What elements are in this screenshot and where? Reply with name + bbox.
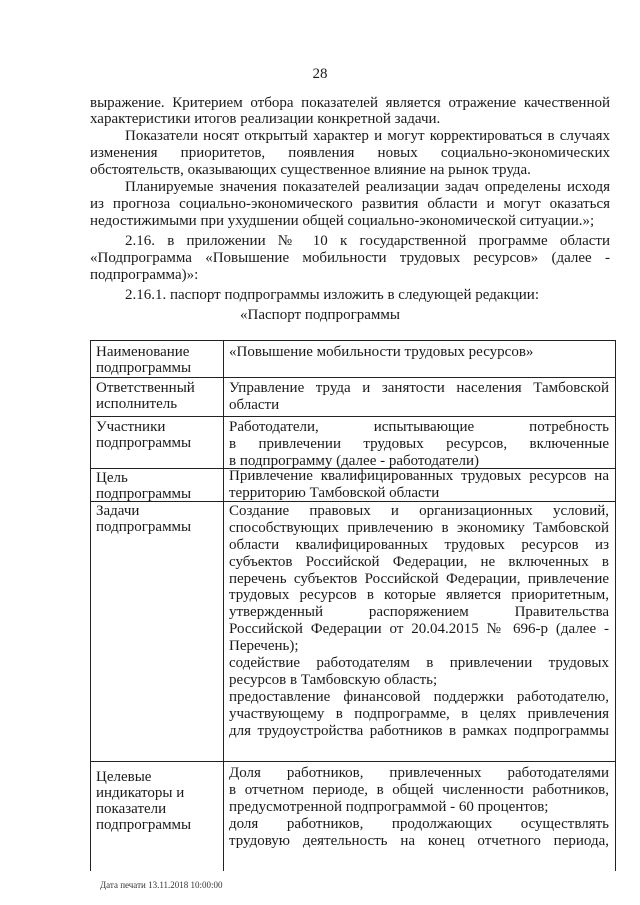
value-line: трудовую деятельность на конец отчетного периода, [229, 832, 609, 849]
row-value [229, 468, 609, 502]
value-line: Управление труда и занятости населения Тамбовской [229, 380, 609, 396]
row-label: Цель подпрограммы [96, 470, 192, 502]
value-line: утвержденный распоряжением Правительства [229, 604, 609, 621]
row-label: Ответственный исполнитель [96, 380, 195, 412]
row-value [229, 344, 609, 361]
table-row [91, 377, 615, 417]
body-line: из прогноза социально-экономического развития области и могут оказаться [90, 196, 610, 212]
value-line: содействие работодателям в привлечении трудовых [229, 655, 609, 672]
value-line: Перечень); [229, 638, 299, 655]
row-label: Наименование подпрограммы [96, 344, 192, 376]
value-line: Привлечение квалифицированных трудовых ресурсов на [229, 468, 609, 484]
row-value [229, 503, 609, 739]
row-label: Задачи подпрограммы [96, 503, 192, 535]
table-row [91, 501, 615, 762]
value-line: способствующих привлечению в экономику Тамбовской [229, 519, 609, 536]
value-line: трудовых ресурсов в которые является приоритетным, [229, 587, 609, 604]
row-value [229, 419, 609, 470]
row-value [229, 380, 609, 414]
page-number: 28 [312, 66, 328, 82]
value-line: участвующему в подпрограмме, в целях привлечения [229, 705, 609, 722]
row-label: Целевые индикаторы и показатели подпрограммы [96, 769, 192, 833]
body-line: выражение. Критерием отбора показателей является отражение качественной [90, 95, 610, 111]
table-row [91, 341, 615, 378]
value-line: в отчетном периоде, в общей численности работников, [229, 781, 609, 798]
value-line: Работодатели, испытывающие потребность [229, 419, 609, 435]
table-title: «Паспорт подпрограммы [240, 307, 400, 323]
row-value [229, 765, 609, 849]
body-line: обстоятельств, оказывающих существенное влияние на рынок труда. [90, 162, 531, 178]
value-line: ресурсов в Тамбовскую область; [229, 671, 438, 688]
body-line: Планируемые значения показателей реализации задач определены исходя [125, 179, 610, 195]
value-line: субъектов Российской Федерации, не включенных в [229, 553, 609, 570]
body-line: Показатели носят открытый характер и могут корректироваться в случаях [125, 128, 610, 144]
table-row [91, 468, 615, 502]
value-line: Российской Федерации от 20.04.2015 № 696-р (далее - [229, 621, 609, 638]
body-line: недостижимыми при ухудшении общей социально-экономической ситуации.»; [90, 213, 595, 229]
value-line: предоставление финансовой поддержки работодателю, [229, 688, 609, 705]
value-line: предусмотренной подпрограммой - 60 процентов; [229, 798, 549, 815]
passport-table [90, 340, 616, 871]
body-line: изменения приоритетов, появления новых социально-экономических [90, 145, 610, 161]
table-row [91, 416, 615, 469]
value-line: Создание правовых и организационных условий, [229, 503, 609, 519]
print-date-footer: Дата печати 13.11.2018 10:00:00 [100, 880, 223, 890]
value-line: «Повышение мобильности трудовых ресурсов» [229, 344, 534, 360]
body-line: подпрограмма)»: [90, 267, 199, 283]
value-line: для трудоустройства работников в рамках подпрограммы [229, 722, 609, 739]
value-line: в подпрограмму (далее - работодатели) [229, 452, 479, 469]
value-line: области [229, 396, 280, 413]
value-line: перечень субъектов Российской Федерации, привлечение [229, 570, 609, 587]
value-line: доля работников, продолжающих осуществлять [229, 815, 609, 832]
body-line: «Подпрограмма «Повышение мобильности трудовых ресурсов» (далее - [90, 250, 610, 266]
body-line: характеристики итогов реализации конкретной задачи. [90, 111, 441, 127]
body-line: 2.16.1. паспорт подпрограммы изложить в следующей редакции: [125, 287, 540, 303]
row-label: Участники подпрограммы [96, 419, 192, 451]
value-line: в привлечении трудовых ресурсов, включенные [229, 435, 609, 452]
value-line: территорию Тамбовской области [229, 484, 440, 501]
value-line: Доля работников, привлеченных работодателями [229, 765, 609, 781]
table-row [91, 761, 615, 871]
body-line: 2.16. в приложении № 10 к государственной программе области [125, 233, 610, 249]
value-line: области квалифицированных трудовых ресурсов из [229, 536, 609, 553]
